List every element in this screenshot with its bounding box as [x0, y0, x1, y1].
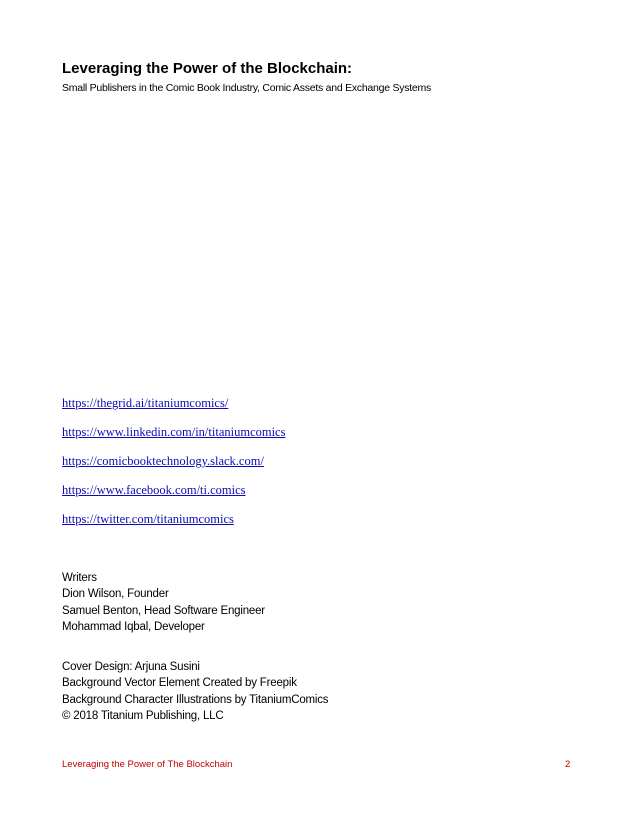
- writer-entry: Dion Wilson, Founder: [62, 588, 169, 601]
- writer-entry: Samuel Benton, Head Software Engineer: [62, 604, 265, 617]
- writers-section: [62, 570, 265, 635]
- footer-title: Leveraging the Power of The Blockchain: [62, 759, 233, 770]
- link-twitter[interactable]: https://twitter.com/titaniumcomics: [62, 512, 234, 526]
- page-subtitle: Small Publishers in the Comic Book Industry, Comic Assets and Exchange Systems: [62, 82, 431, 94]
- link-thegrid[interactable]: https://thegrid.ai/titaniumcomics/: [62, 396, 229, 410]
- credit-line: Cover Design: Arjuna Susini: [62, 661, 200, 673]
- link-facebook[interactable]: https://www.facebook.com/ti.comics: [62, 483, 246, 497]
- copyright-line: © 2018 Titanium Publishing, LLC: [62, 709, 224, 722]
- page-title: Leveraging the Power of the Blockchain:: [62, 60, 353, 77]
- link-slack[interactable]: https://comicbooktechnology.slack.com/: [62, 454, 264, 468]
- writer-entry: Mohammad Iqbal, Developer: [62, 620, 205, 633]
- page-number: 2: [565, 759, 571, 770]
- writers-heading: Writers: [62, 572, 97, 584]
- link-list: [62, 396, 285, 541]
- credits-section: [62, 659, 328, 724]
- credit-line: Background Vector Element Created by Freepik: [62, 677, 297, 690]
- credit-line: Background Character Illustrations by TitaniumComics: [62, 693, 329, 706]
- link-linkedin[interactable]: https://www.linkedin.com/in/titaniumcomics: [62, 425, 286, 439]
